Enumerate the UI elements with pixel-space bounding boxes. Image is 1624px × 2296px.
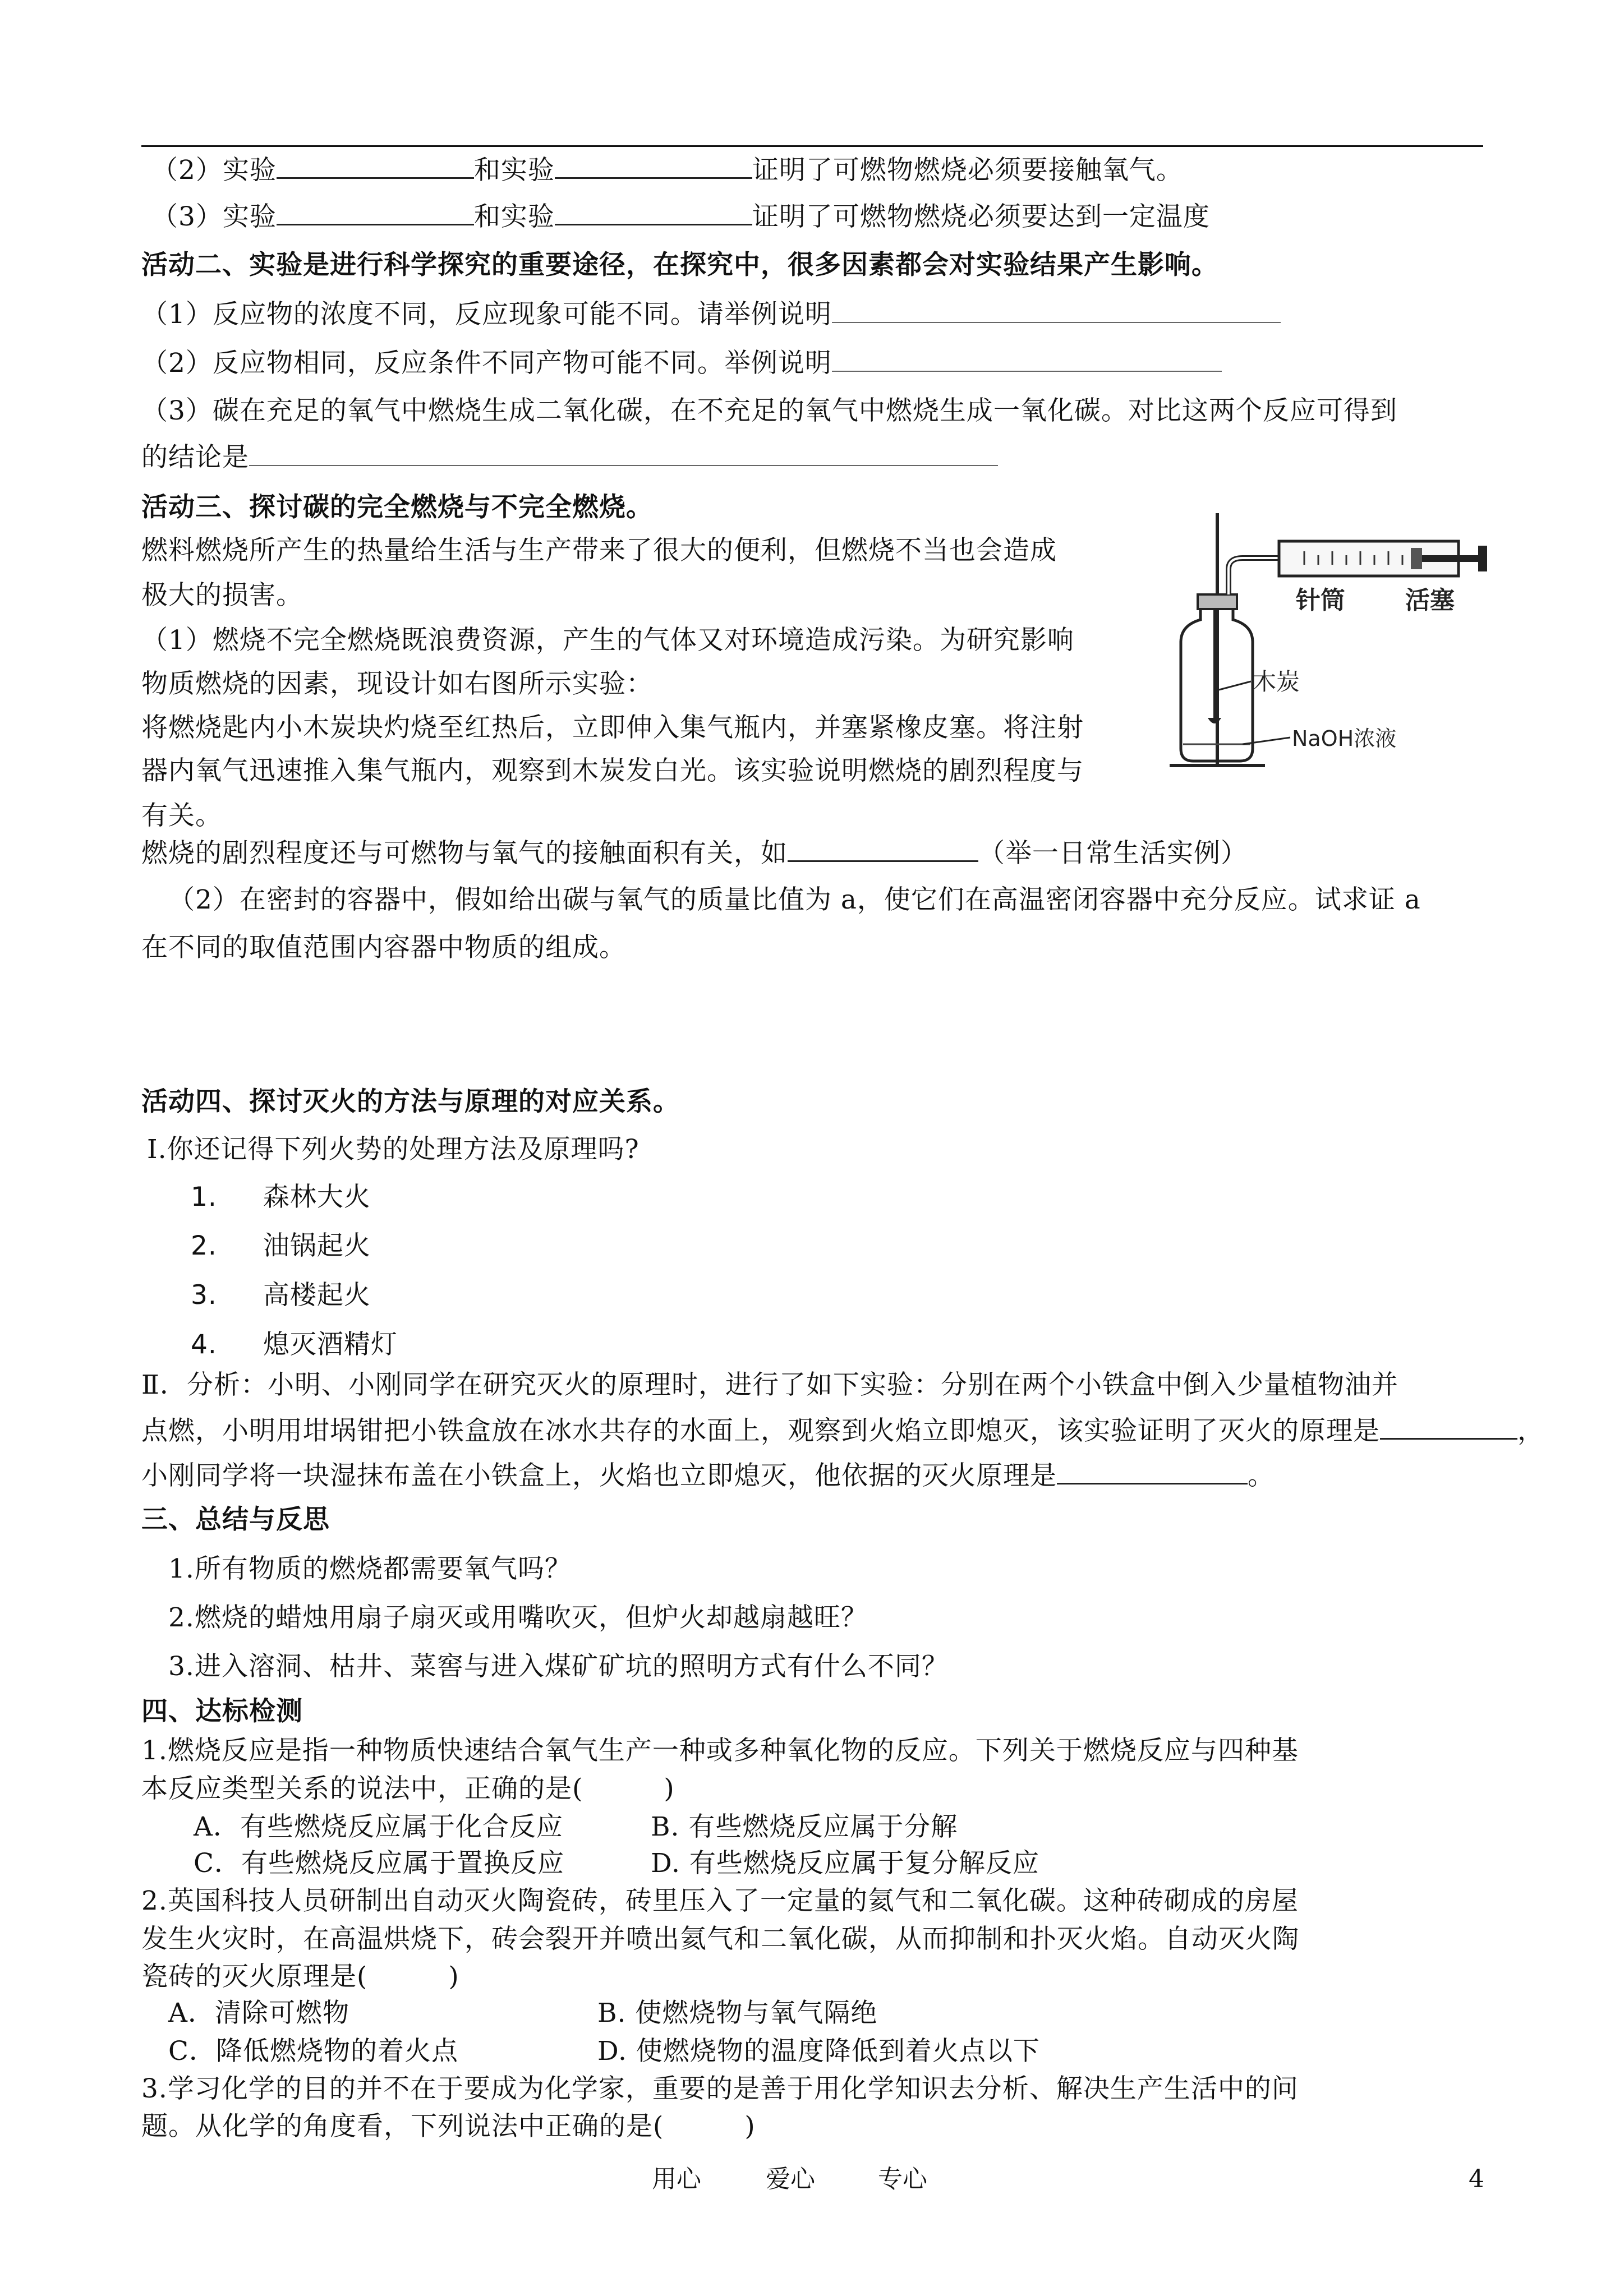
line2-mid: 和实验: [473, 155, 555, 186]
plunger-handle: [1478, 546, 1487, 571]
activity2-q3-line2: [141, 440, 998, 474]
activity2-q3-text: 的结论是: [141, 442, 249, 473]
section4-title: 四、达标检测: [141, 1696, 303, 1727]
activity3-p3-line2: 器内氧气迅速推入集气瓶内，观察到木炭发白光。该实验说明燃烧的剧烈程度与: [141, 755, 1084, 786]
activity4-q1: Ⅰ.你还记得下列火势的处理方法及原理吗?: [147, 1134, 640, 1165]
activity2-q3-line1: （3）碳在充足的氧气中燃烧生成二氧化碳，在不充足的氧气中燃烧生成一氧化碳。对比这两个反应可得到: [141, 395, 1397, 426]
list-item-number: 3.: [191, 1280, 217, 1311]
activity3-p4-note: （举一日常生活实例）: [978, 838, 1248, 869]
page-number: 4: [1469, 2165, 1484, 2193]
syringe-piston: [1411, 548, 1422, 569]
rubber-stopper: [1198, 594, 1237, 609]
charcoal-leader: [1219, 681, 1251, 690]
experiment-apparatus-figure: [1158, 502, 1495, 780]
blank-principle-2[interactable]: [1057, 1458, 1248, 1484]
q1-option-b[interactable]: B. 有些燃烧反应属于分解: [651, 1811, 958, 1842]
blank-activity2-q3[interactable]: [249, 440, 998, 466]
activity3-p4: [141, 836, 1248, 870]
q2-option-c[interactable]: C．降低燃烧物的着火点: [168, 2036, 458, 2067]
list-item: [191, 1279, 371, 1312]
q2-option-b[interactable]: B. 使燃烧物与氧气隔绝: [597, 1998, 878, 2028]
list-item-number: 4.: [191, 1329, 217, 1360]
solution-leader: [1243, 737, 1290, 744]
charcoal: [1208, 718, 1221, 723]
activity4-q2-line3: [141, 1458, 1275, 1493]
footer-motto-3: 专心: [878, 2165, 927, 2193]
activity2-q1: [141, 297, 1281, 331]
activity4-q2-line1: Ⅱ．分析：小明、小刚同学在研究灭火的原理时，进行了如下实验：分别在两个小铁盒中倒入少量植物油并: [141, 1370, 1398, 1400]
line2-prefix: （2）实验: [151, 155, 277, 186]
list-item-text: 森林大火: [263, 1182, 371, 1212]
q1-option-a[interactable]: A．有些燃烧反应属于化合反应: [194, 1811, 563, 1842]
footer-motto-2: 爱心: [766, 2165, 815, 2193]
activity4-q2-text-2: 小刚同学将一块湿抹布盖在小铁盒上，火焰也立即熄灭，他依据的灭火原理是: [141, 1460, 1057, 1491]
punctuation: 。: [1248, 1460, 1275, 1491]
activity4-title: 活动四、探讨灭火的方法与原理的对应关系。: [141, 1086, 680, 1117]
activity2-title: 活动二、实验是进行科学探究的重要途径，在探究中，很多因素都会对实验结果产生影响。: [141, 250, 1218, 280]
activity3-p3-line1: 将燃烧匙内小木炭块灼烧至红热后，立即伸入集气瓶内，并塞紧橡皮塞。将注射: [141, 712, 1084, 743]
activity2-q1-text: （1）反应物的浓度不同，反应现象可能不同。请举例说明: [141, 299, 832, 330]
line2-suffix: 证明了可燃物燃烧必须要接触氧气。: [752, 155, 1183, 186]
activity2-q2: [141, 346, 1222, 380]
activity3-p2-line1: （1）燃烧不完全燃烧既浪费资源，产生的气体又对环境造成污染。为研究影响: [141, 625, 1074, 656]
list-item-number: 2.: [191, 1230, 217, 1261]
solution-label: NaOH浓液: [1292, 726, 1397, 751]
question-line-3: [151, 199, 1210, 234]
q2-line1: 2.英国科技人员研制出自动灭火陶瓷砖，砖里压入了一定量的氦气和二氧化碳。这种砖砌成的房屋: [141, 1885, 1299, 1916]
blank-principle-1[interactable]: [1380, 1413, 1517, 1440]
activity3-title: 活动三、探讨碳的完全燃烧与不完全燃烧。: [141, 492, 653, 523]
list-item-text: 油锅起火: [263, 1230, 371, 1261]
blank-3b[interactable]: [555, 199, 752, 225]
blank-2a[interactable]: [277, 153, 474, 179]
activity4-q2-line2: [141, 1413, 1544, 1448]
list-item: [191, 1229, 371, 1263]
question-line-2: [151, 153, 1183, 187]
q3-line1: 3.学习化学的目的并不在于要成为化学家，重要的是善于用化学知识去分析、解决生产生活中的问: [141, 2073, 1299, 2104]
line3-prefix: （3）实验: [151, 201, 277, 232]
blank-activity2-q1[interactable]: [832, 297, 1281, 323]
list-item-text: 熄灭酒精灯: [263, 1329, 398, 1360]
activity3-p2-line2: 物质燃烧的因素，现设计如右图所示实验：: [141, 668, 653, 699]
activity2-q2-text: （2）反应物相同，反应条件不同产物可能不同。举例说明: [141, 348, 832, 379]
punctuation: ，: [1517, 1416, 1544, 1446]
activity4-q2-text: 点燃，小明用坩埚钳把小铁盒放在冰水共存的水面上，观察到火焰立即熄灭，该实验证明了灭火的原理是: [141, 1416, 1380, 1446]
charcoal-label: 木炭: [1253, 668, 1300, 695]
syringe-label: 针筒: [1296, 586, 1345, 615]
line3-suffix: 证明了可燃物燃烧必须要达到一定温度: [752, 201, 1210, 232]
list-item-text: 高楼起火: [263, 1280, 371, 1311]
q3-line2: 题。从化学的角度看，下列说法中正确的是( ): [141, 2111, 756, 2142]
q2-option-d[interactable]: D. 使燃烧物的温度降低到着火点以下: [597, 2036, 1040, 2067]
blank-activity3-example[interactable]: [788, 836, 978, 862]
activity3-p4-text: 燃烧的剧烈程度还与可燃物与氧气的接触面积有关，如: [141, 838, 788, 869]
q1-line1: 1.燃烧反应是指一种物质快速结合氧气生产一种或多种氧化物的反应。下列关于燃烧反应与四种基: [141, 1735, 1299, 1766]
q2-option-a[interactable]: A．清除可燃物: [168, 1998, 349, 2028]
activity3-p5-line1: （2）在密封的容器中，假如给出碳与氧气的质量比值为 a，使它们在高温密闭容器中充分反应。试求证 a: [168, 884, 1421, 915]
activity3-p5-line2: 在不同的取值范围内容器中物质的组成。: [141, 932, 626, 963]
q1-option-c[interactable]: C．有些燃烧反应属于置换反应: [194, 1848, 564, 1879]
q1-option-d[interactable]: D. 有些燃烧反应属于复分解反应: [651, 1848, 1039, 1879]
section3-title: 三、总结与反思: [141, 1504, 330, 1535]
q2-line3: 瓷砖的灭火原理是( ): [141, 1961, 459, 1992]
reflection-item: 3.进入溶洞、枯井、菜窖与进入煤矿矿坑的照明方式有什么不同？: [168, 1651, 949, 1682]
header-rule: [141, 145, 1483, 147]
footer-motto-1: 用心: [652, 2165, 701, 2193]
blank-3a[interactable]: [277, 199, 474, 225]
q2-line2: 发生火灾时，在高温烘烧下，砖会裂开并喷出氦气和二氧化碳，从而抑制和扑灭火焰。自动灭火陶: [141, 1924, 1299, 1954]
list-item: [191, 1181, 371, 1214]
activity3-p3-line3: 有关。: [141, 800, 222, 831]
q1-line2: 本反应类型关系的说法中，正确的是( ): [141, 1773, 675, 1804]
reflection-item: 1.所有物质的燃烧都需要氧气吗？: [168, 1553, 572, 1584]
piston-label: 活塞: [1405, 586, 1455, 615]
activity3-p1-line1: 燃料燃烧所产生的热量给生活与生产带来了很大的便利，但燃烧不当也会造成: [141, 535, 1057, 566]
blank-2b[interactable]: [555, 153, 752, 179]
activity3-p1-line2: 极大的损害。: [141, 580, 303, 611]
list-item-number: 1.: [191, 1182, 217, 1212]
reflection-item: 2.燃烧的蜡烛用扇子扇灭或用嘴吹灭，但炉火却越扇越旺？: [168, 1602, 868, 1633]
line3-mid: 和实验: [473, 201, 555, 232]
connecting-tube: [1229, 558, 1279, 594]
blank-activity2-q2[interactable]: [832, 346, 1222, 372]
list-item: [191, 1328, 398, 1362]
